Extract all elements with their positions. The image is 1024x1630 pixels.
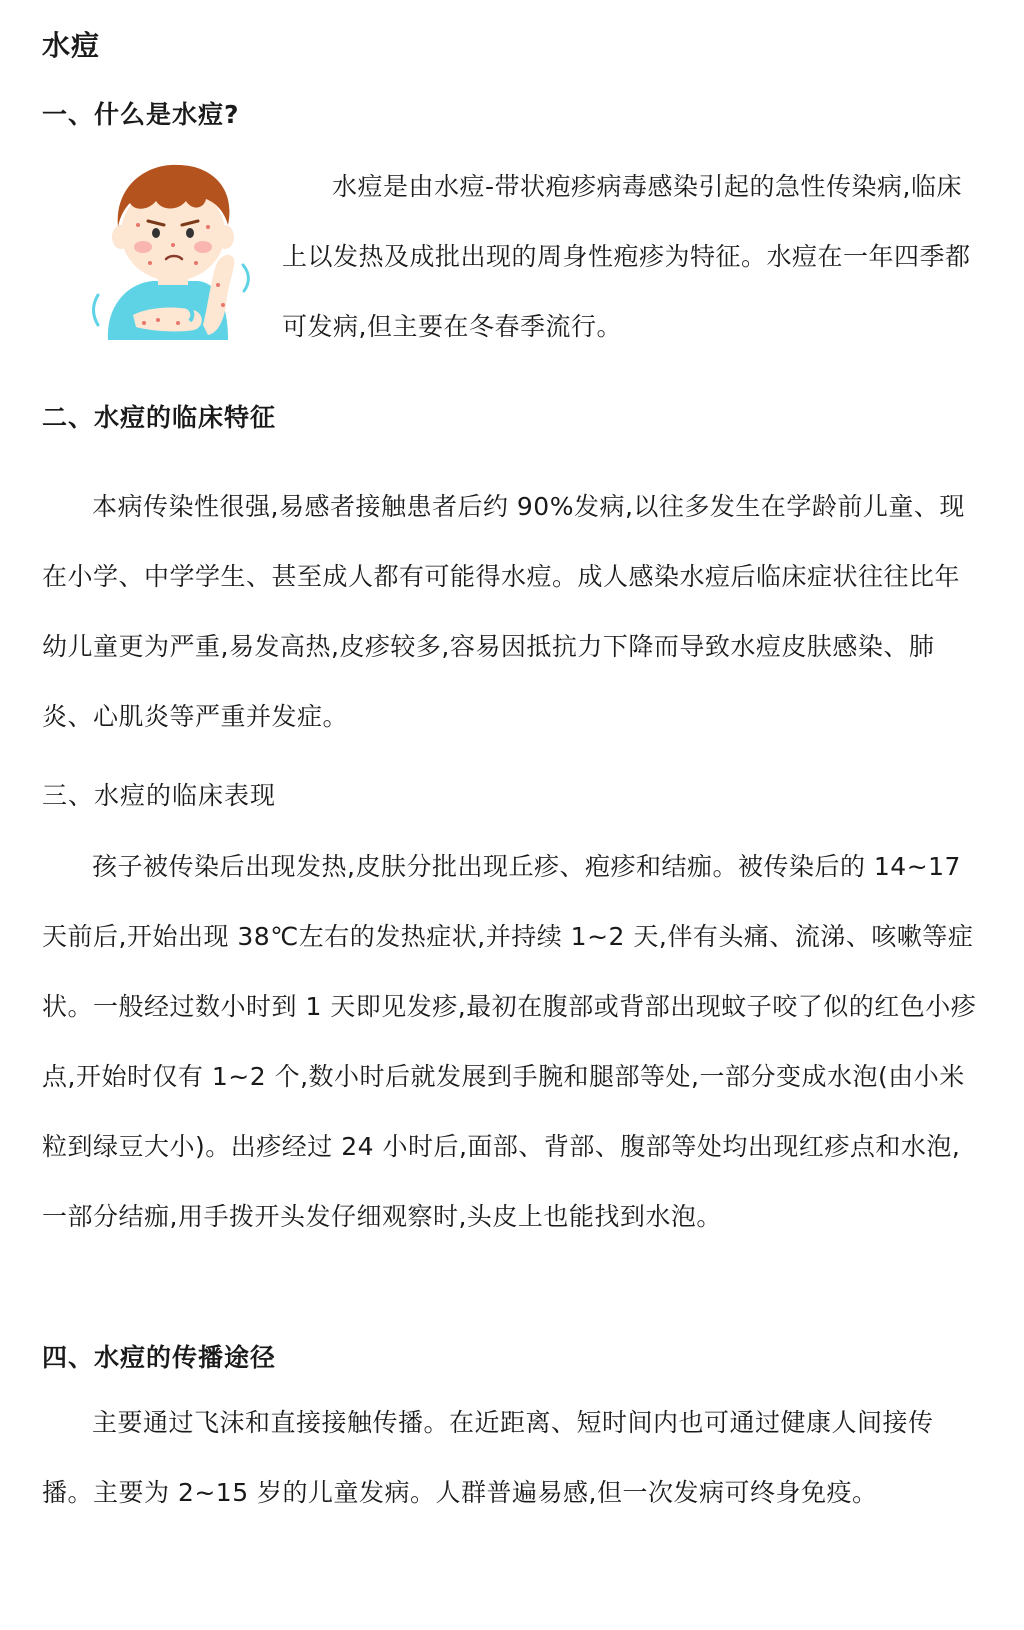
- section-heading-what-is: 一、什么是水痘?: [42, 100, 240, 129]
- section-paragraph-transmission: 主要通过飞沫和直接接触传播。在近距离、短时间内也可通过健康人间接传播。主要为 2~15 岁的儿童发病。人群普遍易感,但一次发病可终身免疫。: [42, 1408, 934, 1507]
- section-heading-clinical-manifestations: 三、水痘的临床表现: [42, 781, 277, 810]
- section-heading-transmission: 四、水痘的传播途径: [42, 1343, 277, 1372]
- section-paragraph-what-is: 水痘是由水痘-带状疱疹病毒感染引起的急性传染病,临床上以发热及成批出现的周身性疱疹为特征。水痘在一年四季都可发病,但主要在冬春季流行。: [282, 172, 971, 341]
- sick-child-icon: [78, 155, 278, 345]
- section-paragraph-clinical-features: 本病传染性很强,易感者接触患者后约 90%发病,以往多发生在学龄前儿童、现在小学、中学学生、甚至成人都有可能得水痘。成人感染水痘后临床症状往往比年幼儿童更为严重,易发高热,皮疹较多,容易因抵抗力下降而导致水痘皮肤感染、肺炎、心肌炎等严重并发症。: [42, 492, 965, 731]
- document-title: 水痘: [42, 29, 101, 62]
- section-heading-clinical-features: 二、水痘的临床特征: [42, 403, 277, 432]
- section-paragraph-clinical-manifestations: 孩子被传染后出现发热,皮肤分批出现丘疹、疱疹和结痂。被传染后的 14~17 天前后,开始出现 38℃左右的发热症状,并持续 1~2 天,伴有头痛、流涕、咳嗽等症状。一般经过数小时到 1 天即见发疹,最初在腹部或背部出现蚊子咬了似的红色小疹点,开始时仅有 1~2 个,数小时后就发展到手腕和腿部等处,一部分变成水泡(由小米粒到绿豆大小)。出疹经过 24 小时后,面部、背部、腹部等处均出现红疹点和水泡,一部分结痂,用手拨开头发仔细观察时,头皮上也能找到水泡。: [42, 852, 977, 1231]
